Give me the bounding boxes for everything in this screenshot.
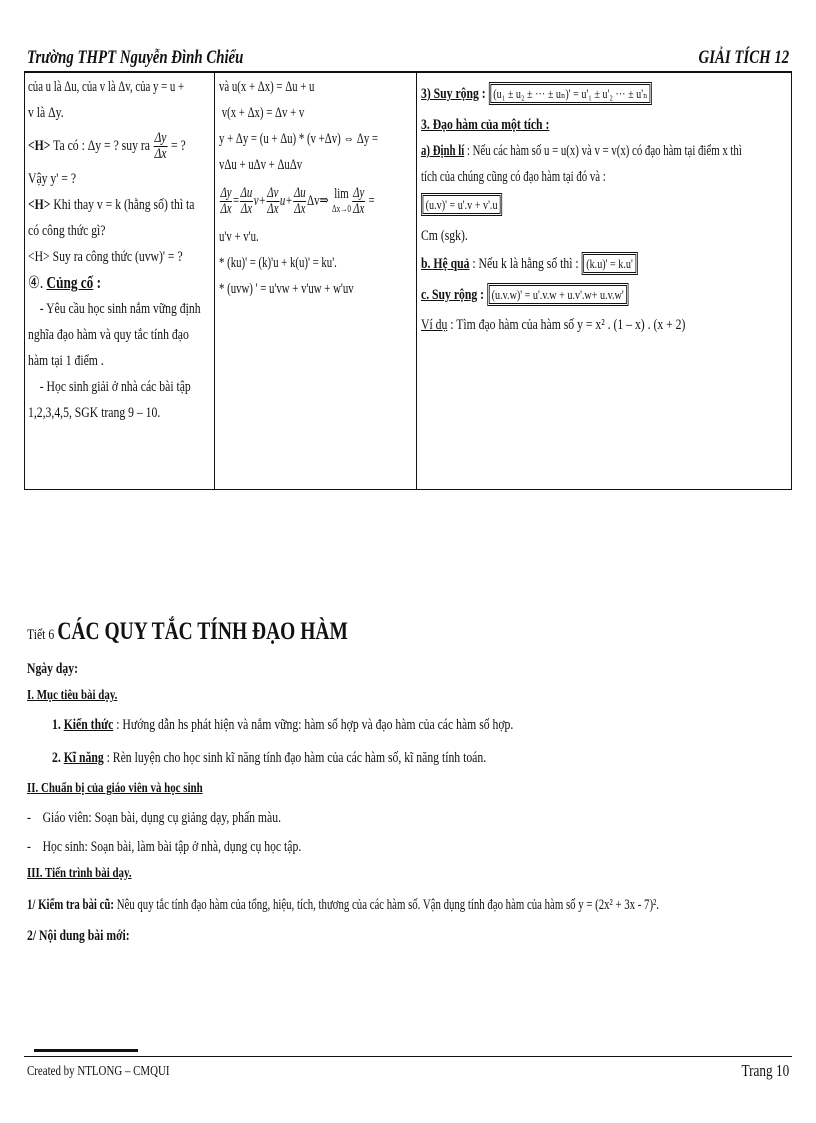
col1-line: <H> Suy ra công thức (uvw)' = ? — [28, 249, 183, 265]
col1-line: nghĩa đạo hàm và quy tắc tính đạo — [28, 327, 189, 343]
teaching-date-label: Ngày dạy: — [27, 661, 79, 677]
col1-cung-co-heading: ④. Củng cố : — [28, 273, 102, 292]
preparation-student: - Học sinh: Soạn bài, làm bài tập ở nhà, dụng cụ học tập. — [27, 839, 302, 855]
footer-page-number: Trang 10 — [741, 1061, 789, 1080]
col1-line: hàm tại 1 điểm . — [28, 353, 104, 369]
col1-line: v là Δy. — [28, 105, 64, 121]
preparation-teacher: - Giáo viên: Soạn bài, dụng cụ giảng dạy, phấn màu. — [27, 810, 281, 826]
procedure-check-old-lesson: 1/ Kiểm tra bài cũ: Nêu quy tắc tính đạo hàm của tổng, hiệu, tích, thương của các hàm số. Vận dụng tính đạo hàm của hàm số y = (2x² + 3x - 7)². — [27, 897, 659, 913]
col3-generalization: c. Suy rộng : (u.v.w)' = u'.v.w + u.v'.w+ u.v.w' — [421, 280, 628, 310]
school-name: Trường THPT Nguyễn Đình Chiểu — [27, 47, 244, 68]
table-divider-1 — [214, 72, 215, 490]
footer-short-rule — [34, 1049, 138, 1052]
col3-line: Cm (sgk). — [421, 228, 468, 244]
formula-constant-multiple: (k.u)' = k.u' — [582, 252, 638, 275]
procedure-new-content: 2/ Nội dung bài mới: — [27, 928, 130, 944]
col1-line: - Học sinh giải ở nhà các bài tập — [28, 379, 191, 395]
table-col-3 — [421, 78, 790, 340]
col2-line: u'v + v'u. — [219, 229, 259, 245]
lesson-title: CÁC QUY TẮC TÍNH ĐẠO HÀM — [57, 618, 348, 645]
objective-knowledge: 1. Kiến thức : Hướng dẫn hs phát hiện và nắm vững: hàm số hợp và đạo hàm của các hàm số hợp. — [52, 717, 514, 733]
lesson-number: Tiết 6 — [27, 627, 55, 643]
table-col-2 — [219, 74, 414, 302]
col2-line: vΔu + uΔv + ΔuΔv — [219, 157, 303, 173]
table-divider-2 — [416, 72, 417, 490]
col3-heading-product: 3. Đạo hàm của một tích : — [421, 117, 550, 133]
col1-line: của u là Δu, của v là Δv, của y = u + — [28, 79, 185, 95]
subject-title: GIẢI TÍCH 12 — [698, 47, 789, 68]
fraction-dy-dx: $\frac{\Delta y}{\Delta x}$ — [154, 130, 167, 163]
col2-line: * (ku)' = (k)'u + k(u)' = ku'. — [219, 255, 337, 271]
formula-triple-product: (u.v.w)' = u'.v.w + u.v'.w+ u.v.w' — [487, 283, 628, 306]
col2-derivation-fractions: $\frac{\Delta y}{\Delta x}$ = $\frac{\Delta u}{\Delta x}$ v+ $\frac{\Delta v}{\Delta x}$ u+ $\frac{\Delta u}{\Delta x}$ Δv⇒ lim Δx→0 $\frac{\Delta y}{\Delta x}$ = — [220, 185, 375, 218]
objective-skills: 2. Kĩ năng : Rèn luyện cho học sinh kĩ năng tính đạo hàm của các hàm số, kĩ năng tính toán. — [52, 750, 487, 766]
col3-theorem: a) Định lí : Nếu các hàm số u = u(x) và v = v(x) có đạo hàm tại điểm x thì — [421, 143, 742, 159]
col3-suy-rong-sum: 3) Suy rộng : (u₁ ± u₂ ± ··· ± uₙ)' = u'₁ ± u'₂ ··· ± u'ₙ — [421, 78, 652, 110]
col1-line: - Yêu cầu học sinh nắm vững định — [28, 301, 201, 317]
col2-line: y + Δy = (u + Δu) * (v +Δv) ⇔ Δy = — [219, 131, 379, 147]
section-objectives: I. Mục tiêu bài dạy. — [27, 688, 118, 703]
col3-corollary: b. Hệ quả : Nếu k là hằng số thì : (k.u)' = k.u' — [421, 248, 637, 280]
col2-line: và u(x + Δx) = Δu + u — [219, 79, 315, 95]
col1-line: Vậy y' = ? — [28, 171, 77, 187]
formula-product-derivative: (u.v)' = u'.v + v'.u — [421, 193, 502, 216]
lesson-title-row — [27, 618, 438, 646]
col3-example: Ví dụ : Tìm đạo hàm của hàm số y = x² . (1 – x) . (x + 2) — [421, 317, 686, 333]
table-col-1 — [28, 74, 212, 426]
col1-question-constant: <H> Khi thay v = k (hằng số) thì ta — [28, 197, 195, 213]
col1-line: có công thức gì? — [28, 223, 106, 239]
section-preparation: II. Chuẩn bị của giáo viên và học sinh — [27, 781, 203, 796]
col2-line: v(x + Δx) = Δv + v — [219, 105, 305, 121]
col2-line: * (uvw) ' = u'vw + v'uw + w'uv — [219, 281, 354, 297]
section-procedure: III. Tiến trình bài dạy. — [27, 866, 132, 881]
col3-product-formula-row — [421, 190, 502, 220]
formula-sum-derivative: (u₁ ± u₂ ± ··· ± uₙ)' = u'₁ ± u'₂ ··· ± u'ₙ — [489, 82, 653, 105]
col3-line: tích của chúng cũng có đạo hàm tại đó và : — [421, 169, 606, 185]
footer-rule — [24, 1056, 792, 1057]
footer-created-by: Created by NTLONG – CMQUI — [27, 1064, 170, 1079]
col1-line: 1,2,3,4,5, SGK trang 9 – 10. — [28, 405, 161, 421]
col1-question-delta-y: <H> Ta có : Δy = ? suy ra $\frac{\Delta y}{\Delta x}$ = ? — [28, 130, 186, 163]
